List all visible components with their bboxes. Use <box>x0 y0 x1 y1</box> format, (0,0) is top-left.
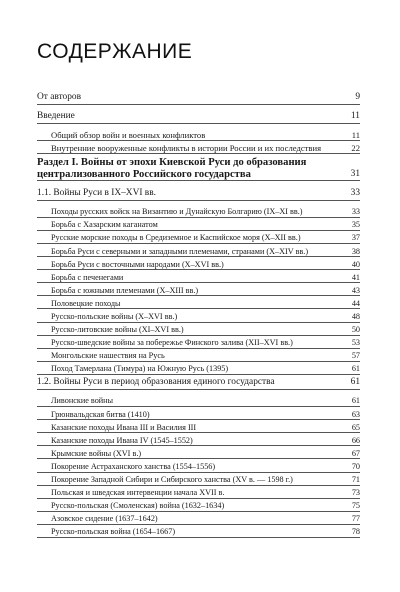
toc-entry <box>37 423 360 434</box>
toc-entry <box>37 338 360 349</box>
toc-entry <box>37 488 360 499</box>
toc-entry-title: Покорение Западной Сибири и Сибирского ханства (XV в. — 1598 г.) <box>51 475 293 484</box>
toc-entry-title: Польская и шведская интервенции начала XVII в. <box>51 488 225 498</box>
toc-entry-page: 77 <box>351 514 360 524</box>
toc-entry <box>37 462 360 473</box>
toc-entry-title: Ливонские войны <box>51 396 114 406</box>
toc-entry <box>37 92 360 105</box>
toc-entry-title: Борьба с южными племенами (X–XIII вв.) <box>51 285 199 295</box>
toc-entry <box>37 351 360 362</box>
toc-entry-page: 38 <box>351 246 360 256</box>
toc-entry-title: Борьба с Хазарским каганатом <box>51 220 158 230</box>
toc-entry <box>37 188 360 201</box>
toc-entry-title: Раздел I. Войны от эпохи Киевской Руси до образования централизованного Российского государства <box>37 157 307 180</box>
toc-entry <box>37 260 360 271</box>
toc-entry-page: 50 <box>351 325 360 335</box>
toc-entry-title: Русско-польская (Смоленская) война (1632–1634) <box>51 501 225 511</box>
toc-entry-page: 65 <box>351 422 360 432</box>
toc-entry <box>37 286 360 297</box>
toc-entry-page: 66 <box>351 435 360 445</box>
toc-entry-page: 71 <box>351 475 360 484</box>
toc-entry <box>37 143 360 154</box>
toc-entry <box>37 312 360 323</box>
toc-entry-title: 1.2. Войны Руси в период образования единого государства <box>37 377 275 388</box>
toc-entry-page: 48 <box>351 311 360 321</box>
toc-entry <box>37 273 360 284</box>
toc-entry <box>37 111 360 124</box>
toc-entry <box>37 475 360 486</box>
toc-entry-title: Борьба Руси с восточными народами (X–XVI вв.) <box>51 259 224 269</box>
toc-entry-title: Половецкие походы <box>51 298 121 308</box>
toc-entry-title: Грюнвальдская битва (1410) <box>51 409 150 419</box>
toc-entry-page: 61 <box>350 377 360 388</box>
toc-entry-page: 70 <box>351 461 360 471</box>
toc-entry-title: Монгольские нашествия на Русь <box>51 351 165 361</box>
toc-entry-page: 9 <box>355 92 360 102</box>
toc-entry <box>37 410 360 421</box>
toc-entry <box>37 233 360 244</box>
toc-entry-title: Покорение Астраханского ханства (1554–1556) <box>51 461 216 471</box>
toc-entry-title: Русско-польские войны (X–XVI вв.) <box>51 311 178 321</box>
toc-section-entry <box>37 157 360 181</box>
toc-entry-page: 35 <box>351 220 360 230</box>
toc-entry-title: Русско-шведские войны за побережье Финского залива (XII–XVI вв.) <box>51 338 293 348</box>
toc-entry-page: 40 <box>351 259 360 269</box>
toc-entry <box>37 449 360 460</box>
toc-entry-title: Казанские походы Ивана IV (1545–1552) <box>51 435 193 445</box>
page-title: СОДЕРЖАНИЕ <box>37 40 193 63</box>
toc-entry <box>37 527 360 538</box>
toc-entry-page: 44 <box>351 298 360 308</box>
toc-entry-title: Русско-польская война (1654–1667) <box>51 527 176 537</box>
toc-entry-title: Казанские походы Ивана III и Василия III <box>51 422 197 432</box>
toc-entry <box>37 377 360 390</box>
toc-entry-page: 37 <box>351 233 360 243</box>
toc-entry-page: 33 <box>351 207 360 217</box>
toc-entry <box>37 396 360 407</box>
toc-entry-title: Борьба Руси с северными и западными племенами, странами (X–XIV вв.) <box>51 246 309 256</box>
toc-entry-title: Борьба с печенегами <box>51 272 124 282</box>
toc-entry-title: Поход Тамерлана (Тимура) на Южную Русь (1395) <box>51 364 229 374</box>
toc-entry-title: Крымские войны (XVI в.) <box>51 448 142 458</box>
toc-entry-page: 61 <box>351 364 360 374</box>
toc-entry-title: Русские морские походы в Средиземное и Каспийское моря (X–XII вв.) <box>51 233 301 243</box>
toc-entry-page: 78 <box>351 527 360 537</box>
toc-entry-title: Введение <box>37 111 75 121</box>
toc-entry-page: 53 <box>351 338 360 348</box>
toc-entry-page: 75 <box>351 501 360 511</box>
toc-entry <box>37 207 360 218</box>
toc-entry-title: 1.1. Войны Руси в IX–XVI вв. <box>37 188 157 199</box>
toc-entry-page: 11 <box>351 130 360 140</box>
toc-entry <box>37 514 360 525</box>
toc-entry-page: 31 <box>350 168 360 179</box>
toc-entry-page: 63 <box>351 409 360 419</box>
toc-entry-title: Походы русских войск на Византию и Дунайскую Болгарию (IX–XI вв.) <box>51 207 303 217</box>
toc-entry-title: Внутренние вооруженные конфликты в истории России и их последствия <box>51 143 322 154</box>
toc-entry-title: Русско-литовские войны (XI–XVI вв.) <box>51 325 184 335</box>
toc-entry-page: 41 <box>351 272 360 282</box>
toc-entry-page: 43 <box>351 285 360 295</box>
toc-entry-page: 22 <box>351 143 360 154</box>
toc-entry <box>37 436 360 447</box>
toc-entry-title: Азовское сидение (1637–1642) <box>51 514 158 524</box>
toc-entry <box>37 364 360 375</box>
toc-entry-page: 33 <box>350 188 360 199</box>
toc-entry-page: 67 <box>351 448 360 458</box>
toc-entry <box>37 247 360 258</box>
toc-entry-page: 11 <box>350 111 360 121</box>
toc-entry <box>37 130 360 141</box>
toc-entry-page: 61 <box>351 396 360 406</box>
toc-entry <box>37 501 360 512</box>
toc-entry-title: От авторов <box>37 92 82 102</box>
toc-entry <box>37 220 360 231</box>
toc-entry-page: 57 <box>351 351 360 361</box>
toc-entry-title: Общий обзор войн и военных конфликтов <box>51 130 206 140</box>
toc-entry <box>37 325 360 336</box>
toc-entry-page: 73 <box>351 488 360 498</box>
table-of-contents <box>37 90 360 540</box>
toc-entry <box>37 299 360 310</box>
